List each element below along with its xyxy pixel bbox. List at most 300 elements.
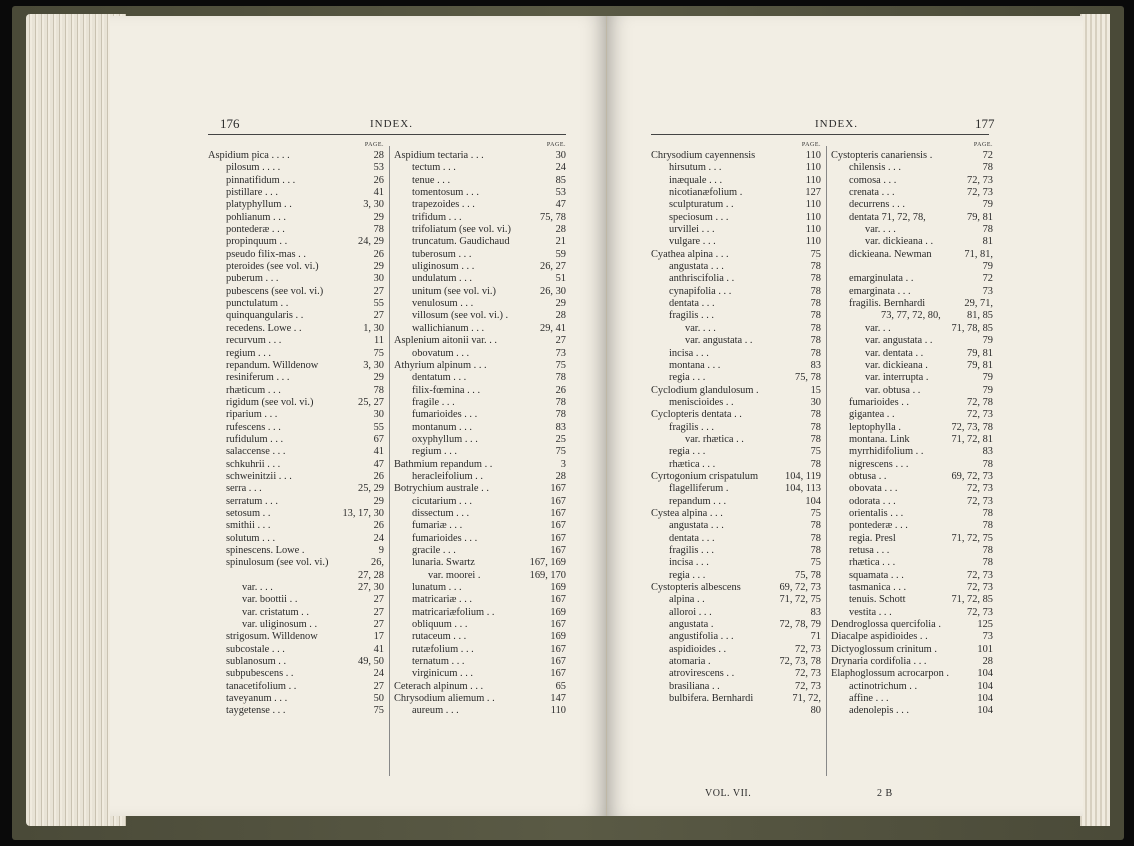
- entry-page-ref: 49, 50: [358, 656, 384, 668]
- entry-name: odorata . . .: [849, 495, 896, 507]
- entry-name: tectum . . .: [412, 162, 456, 174]
- index-entry: [831, 607, 993, 619]
- index-entry: [651, 471, 821, 483]
- entry-name: Cyclopteris dentata . .: [651, 409, 742, 421]
- entry-page-ref: 79: [982, 384, 993, 396]
- entry-name: sublanosum . .: [226, 656, 287, 668]
- entry-name: cynapifolia . . .: [669, 285, 732, 297]
- entry-page-ref: 29: [555, 298, 566, 310]
- entry-name: schweinitzii . . .: [226, 470, 292, 482]
- index-entry: [831, 199, 993, 211]
- index-entry: [831, 693, 993, 705]
- index-entry: [394, 520, 566, 532]
- entry-name: chilensis . . .: [849, 162, 901, 174]
- entry-page-ref: 30: [373, 273, 384, 285]
- index-entry: [651, 162, 821, 174]
- entry-name: matricariæfolium . .: [412, 606, 495, 618]
- entry-page-ref: 104: [977, 693, 993, 705]
- entry-page-ref: 78: [982, 458, 993, 470]
- index-entry: [208, 175, 384, 187]
- index-entry: [651, 372, 821, 384]
- entry-name: montanum . . .: [412, 421, 473, 433]
- entry-page-ref: 85: [555, 174, 566, 186]
- entry-page-ref: 75: [373, 347, 384, 359]
- entry-page-ref: 71: [810, 631, 821, 643]
- index-entry: [651, 236, 821, 248]
- header-rule: [208, 134, 566, 135]
- entry-name: alpina . .: [669, 594, 705, 606]
- entry-name: leptophylla .: [849, 421, 901, 433]
- entry-name: alloroi . . .: [669, 606, 712, 618]
- entry-name: comosa . . .: [849, 174, 897, 186]
- entry-name: [208, 570, 355, 582]
- index-entry: [208, 360, 384, 372]
- entry-page-ref: 79: [982, 372, 993, 384]
- index-entry: [208, 607, 384, 619]
- entry-page-ref: 78: [555, 396, 566, 408]
- index-entry: [394, 422, 566, 434]
- entry-page-ref: 110: [805, 174, 821, 186]
- entry-name: anthriscifolia . .: [669, 273, 735, 285]
- index-entry: [208, 471, 384, 483]
- index-column-2: [394, 140, 566, 718]
- entry-name: taygetense . . .: [226, 705, 286, 717]
- entry-name: solutum . . .: [226, 532, 276, 544]
- entry-name: Ceterach alpinum . . .: [394, 680, 484, 692]
- entry-page-ref: 24: [373, 532, 384, 544]
- entry-page-ref: 75: [555, 446, 566, 458]
- entry-name: taveyanum . . .: [226, 693, 288, 705]
- index-entry: [394, 310, 566, 322]
- entry-page-ref: 72: [982, 273, 993, 285]
- index-entry: [208, 385, 384, 397]
- entry-name: recedens. Lowe . .: [226, 322, 302, 334]
- index-entry: [831, 446, 993, 458]
- entry-page-ref: 55: [373, 421, 384, 433]
- entry-name: myrrhidifolium . .: [849, 446, 924, 458]
- index-entry: [394, 582, 566, 594]
- entry-page-ref: 110: [805, 150, 821, 161]
- page-column-label: PAGE.: [973, 142, 993, 148]
- entry-page-ref: 25, 27: [358, 396, 384, 408]
- entry-page-ref: 28: [373, 150, 384, 161]
- entry-page-ref: 26: [373, 470, 384, 482]
- entry-page-ref: 41: [373, 187, 384, 199]
- entry-page-ref: 78: [810, 273, 821, 285]
- index-column-2: [831, 140, 993, 718]
- index-entry: [394, 372, 566, 384]
- entry-name: tenue . . .: [412, 174, 451, 186]
- index-entry: [208, 335, 384, 347]
- entry-page-ref: 78: [810, 322, 821, 334]
- entry-page-ref: 80: [810, 705, 821, 717]
- entry-name: oxyphyllum . . .: [412, 433, 478, 445]
- entry-page-ref: 13, 17, 30: [342, 507, 384, 519]
- entry-page-ref: 125: [977, 619, 993, 631]
- entry-page-ref: 169: [550, 631, 566, 643]
- index-entry: [651, 348, 821, 360]
- index-entry: [394, 385, 566, 397]
- entry-name: aspidioides . .: [669, 643, 727, 655]
- entry-name: incisa . . .: [669, 347, 709, 359]
- index-entry: [208, 224, 384, 236]
- entry-name: dentata 71, 72, 78,: [849, 211, 926, 223]
- entry-name: Dictyoglossum crinitum .: [831, 643, 937, 655]
- index-entry: [394, 187, 566, 199]
- entry-page-ref: 53: [555, 187, 566, 199]
- entry-page-ref: 41: [373, 643, 384, 655]
- entry-page-ref: 78: [810, 520, 821, 532]
- index-entry: [651, 483, 821, 495]
- entry-name: dentatum . . .: [412, 372, 467, 384]
- entry-page-ref: 72, 73, 78: [951, 421, 993, 433]
- index-entry: [651, 224, 821, 236]
- entry-name: lunatum . . .: [412, 582, 462, 594]
- index-entry: [208, 323, 384, 335]
- entry-name: angustifolia . . .: [669, 631, 734, 643]
- entry-name: decurrens . . .: [849, 199, 905, 211]
- index-entry: [394, 705, 566, 717]
- entry-page-ref: 72, 73: [795, 668, 821, 680]
- entry-name: villosum (see vol. vi.) .: [412, 310, 509, 322]
- index-entry: [208, 434, 384, 446]
- entry-page-ref: 78: [982, 507, 993, 519]
- entry-page-ref: 25: [555, 433, 566, 445]
- index-entry: [208, 187, 384, 199]
- entry-name: pubescens (see vol. vi.): [226, 285, 324, 297]
- entry-name: obliquum . . .: [412, 619, 468, 631]
- entry-page-ref: 167: [550, 619, 566, 631]
- entry-name: Athyrium alpinum . . .: [394, 359, 487, 371]
- entry-page-ref: 71, 78, 85: [951, 322, 993, 334]
- index-entry: [831, 397, 993, 409]
- entry-name: var. dentata . .: [865, 347, 924, 359]
- index-entry: [651, 557, 821, 569]
- index-entry: [651, 434, 821, 446]
- right-page: [607, 16, 1083, 816]
- index-entry: [394, 681, 566, 693]
- entry-page-ref: 27, 28: [358, 569, 384, 581]
- entry-page-ref: 167: [550, 532, 566, 544]
- entry-name: Drynaria cordifolia . . .: [831, 656, 927, 668]
- entry-page-ref: 27: [373, 680, 384, 692]
- entry-page-ref: 9: [378, 545, 384, 556]
- index-entry: [831, 508, 993, 520]
- entry-page-ref: 72, 73: [967, 187, 993, 199]
- index-entry: [394, 594, 566, 606]
- index-entry: [651, 705, 821, 717]
- entry-page-ref: 110: [550, 705, 566, 717]
- index-entry: [651, 681, 821, 693]
- index-entry: [651, 273, 821, 285]
- index-entry: [651, 520, 821, 532]
- index-entry: [208, 496, 384, 508]
- entry-page-ref: 72, 73: [795, 643, 821, 655]
- entry-name: Aspidium pica . . . .: [208, 150, 290, 161]
- index-entry: [831, 348, 993, 360]
- index-entry: [394, 471, 566, 483]
- entry-name: adenolepis . . .: [849, 705, 910, 717]
- entry-page-ref: 47: [373, 458, 384, 470]
- entry-name: rufescens . . .: [226, 421, 281, 433]
- index-entry: [831, 150, 993, 162]
- entry-page-ref: 78: [555, 409, 566, 421]
- entry-name: undulatum . . .: [412, 273, 473, 285]
- entry-name: Asplenium aitonii var. . .: [394, 335, 498, 347]
- index-entry: [208, 310, 384, 322]
- entry-name: emarginata . . .: [849, 285, 911, 297]
- entry-name: urvillei . . .: [669, 224, 715, 236]
- index-entry: [651, 446, 821, 458]
- entry-page-ref: 29, 71,: [964, 298, 993, 310]
- header-rule: [651, 134, 989, 135]
- entry-page-ref: 73: [982, 631, 993, 643]
- entry-page-ref: 147: [550, 693, 566, 705]
- index-entry: [394, 298, 566, 310]
- entry-name: matricariæ . . .: [412, 594, 473, 606]
- entry-name: lunaria. Swartz: [412, 557, 475, 569]
- entry-page-ref: 50: [373, 693, 384, 705]
- entry-page-ref: 72, 73, 78: [779, 656, 821, 668]
- index-entry: [831, 385, 993, 397]
- entry-page-ref: 110: [805, 162, 821, 174]
- index-entry: [394, 199, 566, 211]
- entry-page-ref: 24, 29: [358, 236, 384, 248]
- entry-name: fragilis . . .: [669, 545, 715, 556]
- entry-page-ref: 75: [810, 446, 821, 458]
- index-entry: [831, 471, 993, 483]
- index-entry: [651, 199, 821, 211]
- entry-name: squamata . . .: [849, 569, 904, 581]
- entry-page-ref: 78: [810, 421, 821, 433]
- entry-page-ref: 110: [805, 199, 821, 211]
- index-entry: [394, 162, 566, 174]
- entry-name: rhæticum . . .: [226, 384, 281, 396]
- index-entry: [394, 434, 566, 446]
- entry-name: orientalis . . .: [849, 507, 904, 519]
- entry-name: dentata . . .: [669, 298, 715, 310]
- entry-page-ref: 27: [373, 606, 384, 618]
- index-entry: [208, 594, 384, 606]
- index-entry: [208, 705, 384, 717]
- index-entry: [394, 261, 566, 273]
- index-entry: [208, 644, 384, 656]
- index-entry: [394, 348, 566, 360]
- entry-name: var. interrupta .: [865, 372, 929, 384]
- entry-name: fragilis . . .: [669, 310, 715, 322]
- index-entry: [831, 533, 993, 545]
- entry-name: dissectum . . .: [412, 507, 470, 519]
- index-entry: [394, 446, 566, 458]
- entry-name: pontederæ . . .: [226, 224, 285, 236]
- page-number: 176: [220, 116, 240, 131]
- entry-page-ref: 72, 73: [967, 483, 993, 495]
- entry-page-ref: 167: [550, 507, 566, 519]
- entry-page-ref: 3: [560, 458, 566, 470]
- entry-name: puberum . . .: [226, 273, 279, 285]
- index-entry: [394, 150, 566, 162]
- index-entry: [651, 631, 821, 643]
- entry-name: regia . . .: [669, 569, 706, 581]
- entry-page-ref: 47: [555, 199, 566, 211]
- index-entry: [651, 656, 821, 668]
- entry-name: var. uliginosum . .: [242, 619, 318, 631]
- entry-page-ref: 29, 41: [540, 322, 566, 334]
- entry-page-ref: 29: [373, 211, 384, 223]
- entry-name: montana . . .: [669, 359, 721, 371]
- entry-name: dickieana. Newman: [849, 248, 932, 260]
- index-column-1: [208, 140, 384, 718]
- index-entry: [394, 631, 566, 643]
- index-entry: [831, 582, 993, 594]
- entry-page-ref: 169, 170: [529, 569, 566, 581]
- entry-name: trifidum . . .: [412, 211, 462, 223]
- entry-name: regium . . .: [226, 347, 272, 359]
- index-entry: [208, 422, 384, 434]
- entry-name: tanacetifolium . .: [226, 680, 297, 692]
- index-entry: [831, 310, 993, 322]
- entry-name: [651, 705, 808, 717]
- index-entry: [831, 409, 993, 421]
- index-entry: [394, 335, 566, 347]
- entry-name: regia . . .: [669, 372, 706, 384]
- index-entry: [831, 261, 993, 273]
- entry-page-ref: 167: [550, 656, 566, 668]
- entry-page-ref: 26: [555, 384, 566, 396]
- entry-page-ref: 167: [550, 483, 566, 495]
- entry-name: smithii . . .: [226, 520, 271, 532]
- index-entry: [208, 631, 384, 643]
- index-entry: [208, 446, 384, 458]
- entry-name: rigidum (see vol. vi.): [226, 396, 314, 408]
- index-entry: [394, 397, 566, 409]
- index-entry: [831, 631, 993, 643]
- entry-page-ref: 29: [373, 495, 384, 507]
- entry-name: trapezoides . . .: [412, 199, 475, 211]
- entry-page-ref: 72, 78, 79: [779, 619, 821, 631]
- entry-page-ref: 78: [810, 285, 821, 297]
- index-entry: [394, 656, 566, 668]
- index-entry: [208, 619, 384, 631]
- entry-name: var. . .: [865, 322, 891, 334]
- index-entry: [394, 496, 566, 508]
- entry-name: obovatum . . .: [412, 347, 470, 359]
- index-entry: [831, 187, 993, 199]
- index-entry: [651, 261, 821, 273]
- index-entry: [208, 520, 384, 532]
- entry-page-ref: 78: [373, 384, 384, 396]
- entry-name: retusa . . .: [849, 545, 890, 556]
- entry-name: flagelliferum .: [669, 483, 729, 495]
- entry-name: meniscioides . .: [669, 396, 734, 408]
- entry-page-ref: 72, 73: [967, 569, 993, 581]
- index-entry: [208, 693, 384, 705]
- entry-name: rufidulum . . .: [226, 433, 284, 445]
- entry-page-ref: 78: [810, 433, 821, 445]
- index-entry: [651, 212, 821, 224]
- entry-name: venulosum . . .: [412, 298, 474, 310]
- index-entry: [394, 273, 566, 285]
- entry-page-ref: 55: [373, 298, 384, 310]
- entry-name: gigantea . .: [849, 409, 895, 421]
- entry-name: ternatum . . .: [412, 656, 465, 668]
- entry-page-ref: 75: [810, 248, 821, 260]
- index-entry: [651, 582, 821, 594]
- entry-page-ref: 78: [810, 310, 821, 322]
- entry-page-ref: 167: [550, 520, 566, 532]
- entry-name: Chrysodium aliemum . .: [394, 693, 495, 705]
- entry-page-ref: 101: [977, 643, 993, 655]
- entry-name: Cyathea alpina . . .: [651, 248, 729, 260]
- entry-page-ref: 25, 29: [358, 483, 384, 495]
- entry-name: atrovirescens . .: [669, 668, 735, 680]
- entry-name: pilosum . . . .: [226, 162, 281, 174]
- entry-page-ref: 29: [373, 372, 384, 384]
- index-entry: [831, 422, 993, 434]
- entry-name: rhætica . . .: [669, 458, 716, 470]
- entry-name: tasmanica . . .: [849, 582, 907, 594]
- index-entry: [208, 533, 384, 545]
- entry-page-ref: 104: [977, 668, 993, 680]
- entry-name: crenata . . .: [849, 187, 895, 199]
- index-entry: [394, 323, 566, 335]
- entry-page-ref: 30: [373, 409, 384, 421]
- entry-name: obtusa . .: [849, 470, 887, 482]
- entry-name: serra . . .: [226, 483, 262, 495]
- index-entry: [651, 422, 821, 434]
- index-entry: [651, 150, 821, 162]
- entry-page-ref: 71, 72, 85: [951, 594, 993, 606]
- index-entry: [208, 397, 384, 409]
- index-entry: [831, 668, 993, 680]
- entry-name: repandum. Willdenow: [226, 359, 319, 371]
- index-entry: [651, 360, 821, 372]
- index-entry: [208, 261, 384, 273]
- entry-name: filix-fœmina . . .: [412, 384, 481, 396]
- entry-page-ref: 167: [550, 594, 566, 606]
- entry-page-ref: 79, 81: [967, 347, 993, 359]
- entry-page-ref: 51: [555, 273, 566, 285]
- entry-page-ref: 72, 73: [967, 495, 993, 507]
- entry-page-ref: 78: [810, 409, 821, 421]
- index-entry: [394, 693, 566, 705]
- entry-page-ref: 17: [373, 631, 384, 643]
- index-column-1: [651, 140, 821, 718]
- entry-name: var. angustata . .: [685, 335, 753, 347]
- entry-name: regia . . .: [669, 446, 706, 458]
- entry-page-ref: 71, 72, 75: [779, 594, 821, 606]
- index-entry: [651, 508, 821, 520]
- entry-page-ref: 75: [373, 705, 384, 717]
- index-entry: [831, 335, 993, 347]
- index-entry: [394, 249, 566, 261]
- entry-name: regia. Presl: [849, 532, 896, 544]
- index-entry: [651, 397, 821, 409]
- entry-name: var. . . .: [685, 322, 716, 334]
- entry-name: fragile . . .: [412, 396, 455, 408]
- index-entry: [208, 236, 384, 248]
- entry-page-ref: 27, 30: [358, 582, 384, 594]
- entry-name: rutaceum . . .: [412, 631, 467, 643]
- entry-page-ref: 72, 78: [967, 396, 993, 408]
- entry-page-ref: 78: [810, 335, 821, 347]
- entry-name: Elaphoglossum acrocarpon .: [831, 668, 950, 680]
- entry-name: nicotianæfolium .: [669, 187, 743, 199]
- entry-name: montana. Link: [849, 433, 910, 445]
- entry-page-ref: 104: [977, 680, 993, 692]
- entry-page-ref: 30: [555, 150, 566, 161]
- entry-page-ref: 75: [810, 557, 821, 569]
